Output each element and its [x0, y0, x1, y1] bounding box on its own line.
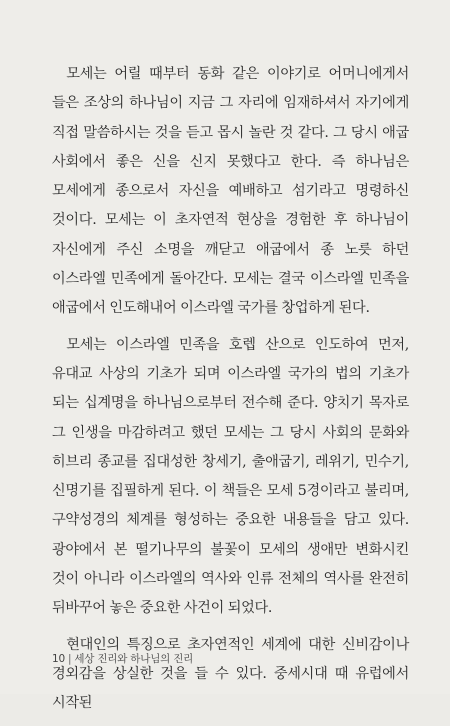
book-title: 세상 진리와 하나님의 진리 — [74, 653, 194, 665]
page-number: 10 — [52, 653, 65, 665]
body-text — [52, 60, 409, 726]
paragraph: 현대인의 특징으로 초자연적인 세계에 대한 신비감이나 경외감을 상실한 것을 들 수 있다. 중세시대 때 유럽에서 시작된 — [52, 636, 409, 712]
footer-separator: | — [67, 653, 72, 665]
page-footer — [52, 651, 193, 666]
paragraph: 모세는 어릴 때부터 동화 같은 이야기로 어머니에게서 들은 조상의 하나님이 지금 그 자리에 임재하셔서 자기에게 직접 말씀하시는 것을 듣고 몹시 놀란 것 같다. 그 당시 애굽 사회에서 좋은 신을 신지 못했다고 한다. 즉 하나님은 모세에게 종으로서 자신을 예배하고 섬기라고 명령하신 것이다. 모세는 이 초자연적 현상을 경험한 후 하나님이 자신에게 주신 소명을 깨닫고 애굽에서 종 노릇 하던 이스라엘 민족에게 돌아간다. 모세는 결국 이스라엘 민족을 애굽에서 인도해내어 이스라엘 국가를 창업하게 된다. — [52, 66, 409, 317]
paragraph: 모세는 이스라엘 민족을 호렙 산으로 인도하여 먼저, 유대교 사상의 기초가 되며 이스라엘 국가의 법의 기초가 되는 십계명을 하나님으로부터 전수해 준다. 양치기 목자로 그 인생을 마감하려고 했던 모세는 그 당시 사회의 문화와 히브리 종교를 집대성한 창세기, 출애굽기, 레위기, 민수기, 신명기를 집필하게 된다. 이 책들은 모세 5경이라고 불리며, 구약성경의 체계를 형성하는 중요한 내용들을 담고 있다. 광야에서 본 떨기나무의 불꽃이 모세의 생애만 변화시킨 것이 아니라 이스라엘의 역사와 인류 전체의 역사를 완전히 뒤바꾸어 놓은 중요한 사건이 되었다. — [52, 336, 409, 617]
